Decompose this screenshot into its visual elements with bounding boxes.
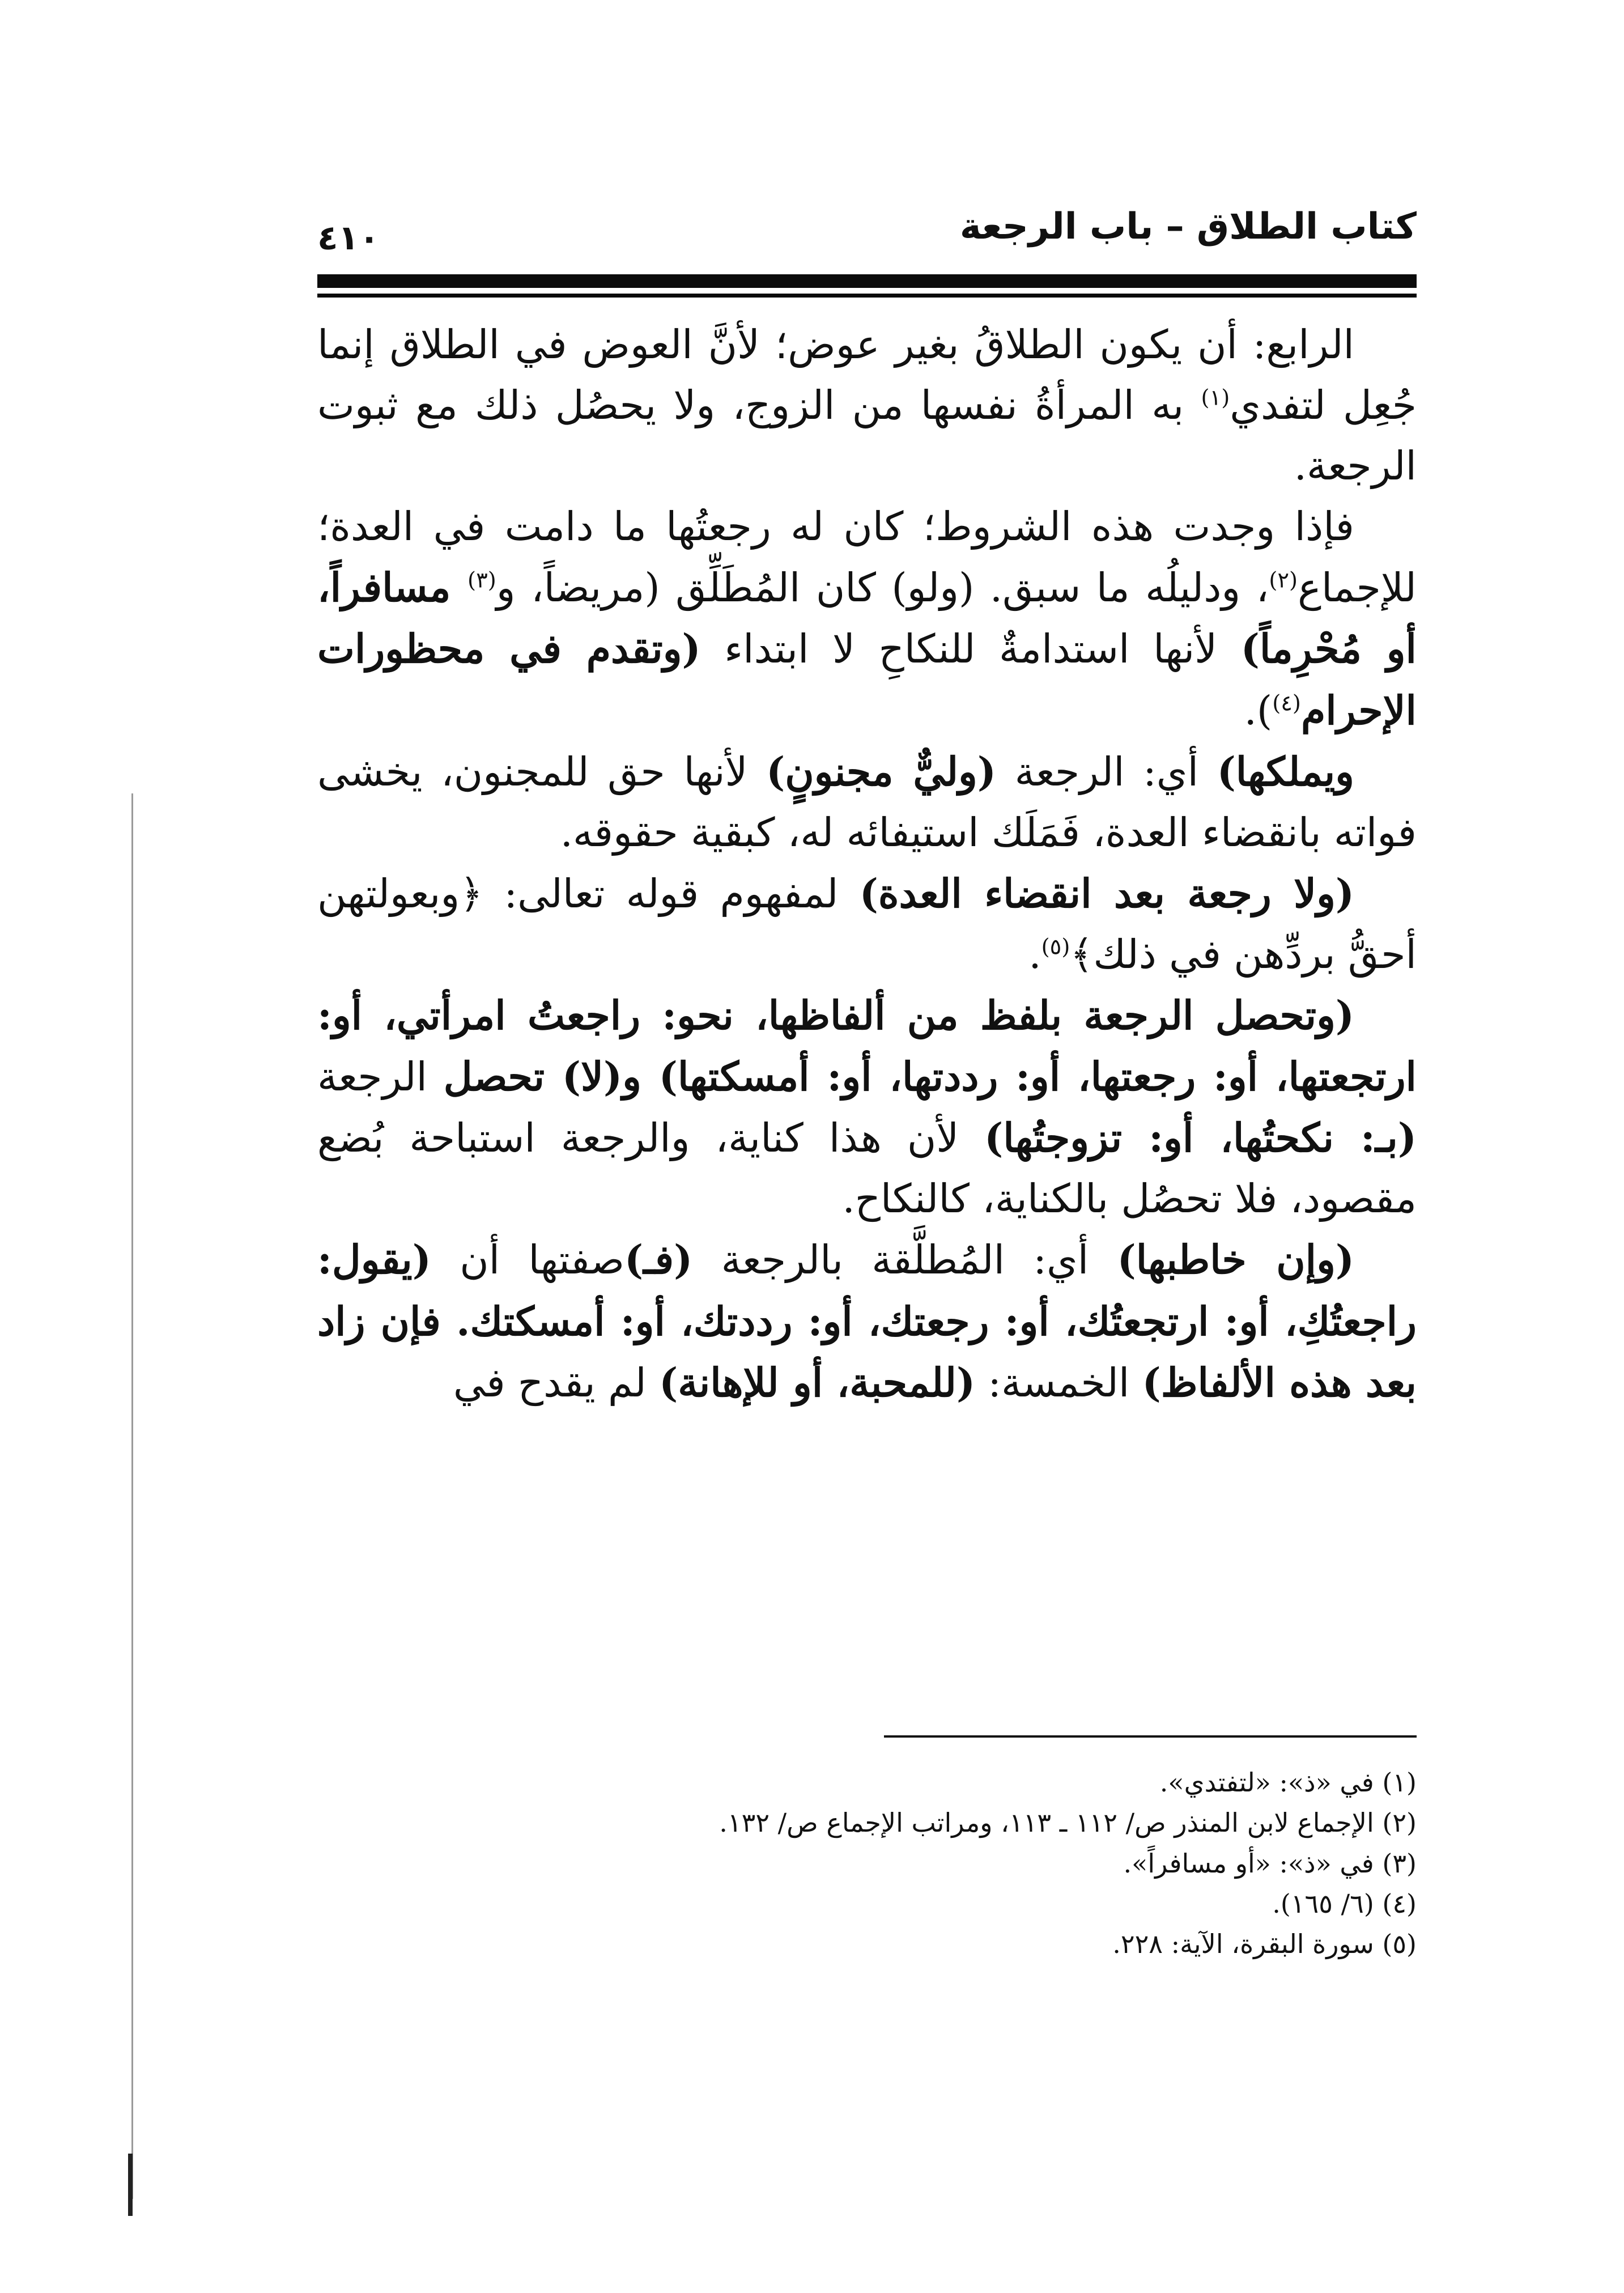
- matn-text: (وإن خاطبها): [1117, 1236, 1354, 1284]
- footnote-ref-4[interactable]: (٤): [1272, 690, 1301, 716]
- text-run: أي: الرجعة: [996, 748, 1217, 795]
- footnote-ref-2[interactable]: (٢): [1269, 568, 1298, 594]
- page-edge-mark: [128, 2154, 133, 2216]
- text-run: الرجعة: [317, 1054, 444, 1101]
- matn-text: ويملكها): [1217, 748, 1354, 795]
- matn-text: (يقول: راجعتُكِ، أو: ارتجعتُك، أو: رجعتك، أو: رددتك، أو: أمسكتك. فإن زاد بعد هذه الألفاظ): [317, 1236, 1417, 1406]
- matn-text: (للمحبة، أو للإهانة): [659, 1358, 976, 1406]
- header-rule-thin: [317, 294, 1417, 298]
- matn-text: مسافراً، أو مُحْرِماً): [317, 564, 1417, 673]
- main-text: [317, 315, 1417, 1709]
- text-run: به المرأةُ نفسها من الزوج، ولا يحصُل ذلك مع ثبوت الرجعة.: [317, 382, 1417, 490]
- matn-text: (بـ: نكحتُها، أو: تزوجتُها): [984, 1114, 1417, 1162]
- paragraph-addressing: [317, 1229, 1417, 1413]
- text-run: الخمسة:: [975, 1359, 1142, 1406]
- page-edge-line: [131, 793, 133, 2199]
- text-run: (ولو) كان المُطَلِّق (مريضاً، و: [496, 564, 975, 612]
- footnote-ref-5[interactable]: (٥): [1041, 934, 1070, 960]
- footnotes: [317, 1763, 1417, 2001]
- footnote-1: (١) في «ذ»: «لتفتدي».: [1159, 1767, 1417, 1798]
- text-run: فإذا وجدت هذه الشروط؛ كان له رجعتُها ما دامت في العدة؛ للإجماع: [317, 503, 1417, 612]
- running-header: [317, 196, 1417, 258]
- text-run: لأن هذا كناية، والرجعة استباحة بُضع مقصود، فلا تحصُل بالكناية، كالنكاح.: [317, 1115, 1417, 1222]
- matn-text: (وتحصل الرجعة بلفظ من ألفاظها، نحو: راجعتُ امرأتي، أو: ارتجعتها، أو: رجعتها، أو: رددتها، أو: أمسكتها) و(لا) تحصل: [317, 992, 1417, 1101]
- matn-text: (فـ): [624, 1236, 693, 1284]
- paragraph-condition-four: [317, 315, 1417, 496]
- header-rule-thick: [317, 274, 1417, 288]
- matn-text: (وتقدم في محظورات الإحرام: [317, 625, 1417, 734]
- text-run: لأنها استدامةٌ للنكاحِ لا ابتداء: [700, 626, 1241, 673]
- chapter-title: كتاب الطلاق – باب الرجعة: [959, 206, 1417, 248]
- text-run: لأنها حق للمجنون، يخشى فواته بانقضاء العدة، فَمَلَك استيفائه له، كبقية حقوقه.: [317, 748, 1417, 856]
- footnote-3: (٣) في «ذ»: «أو مسافراً».: [1123, 1848, 1417, 1879]
- footnote-2: (٢) الإجماع لابن المنذر ص/ ١١٢ ـ ١١٣، ومراتب الإجماع ص/ ١٣٢.: [719, 1807, 1417, 1838]
- matn-text: (ولا رجعة بعد انقضاء العدة): [859, 869, 1354, 917]
- footnote-ref-3[interactable]: (٣): [467, 568, 496, 594]
- text-run: صفتها أن: [431, 1237, 625, 1284]
- footnote-ref-1[interactable]: (١): [1201, 385, 1230, 411]
- paragraph-words-of-return: [317, 985, 1417, 1229]
- text-run: ).: [1244, 687, 1273, 734]
- text-run: لمفهوم قوله تعالى: ﴿وبعولتهن أحقُّ بردِّهن في ذلك﴾: [317, 870, 1417, 978]
- matn-text: (وليٌّ مجنونٍ): [766, 748, 996, 795]
- text-run: ، ودليلُه ما سبق.: [974, 564, 1269, 612]
- paragraph-guardian: [317, 741, 1417, 863]
- text-run: أي: المُطلَّقة بالرجعة: [692, 1237, 1117, 1284]
- text-run: الرابع: أن يكون الطلاقُ بغير عوض؛ لأنَّ العوض في الطلاق إنما جُعِل لتفدي: [317, 321, 1417, 429]
- page-number: ٤١٠: [317, 218, 380, 258]
- footnote-separator: [884, 1735, 1417, 1738]
- text-run: لم يقدح في: [453, 1359, 660, 1406]
- text-run: .: [1028, 931, 1041, 978]
- footnote-4: (٤) (٦/ ١٦٥).: [1272, 1888, 1417, 1919]
- paragraph-conditions-met: [317, 496, 1417, 741]
- paragraph-after-iddah: [317, 863, 1417, 985]
- footnote-5: (٥) سورة البقرة، الآية: ٢٢٨.: [1112, 1929, 1417, 1960]
